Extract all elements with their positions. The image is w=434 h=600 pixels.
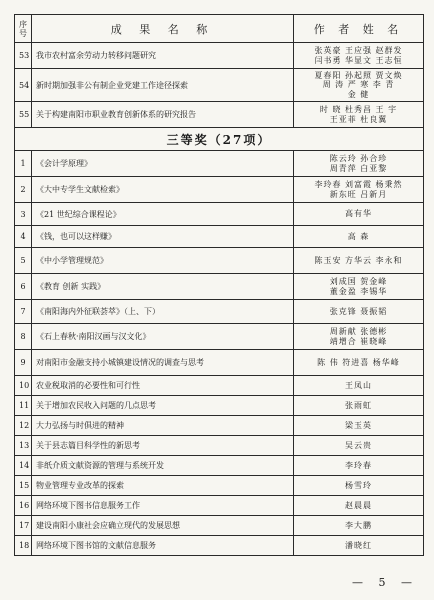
table-row	[15, 274, 424, 300]
row-title: 《大中专学生文献检索》	[32, 177, 294, 203]
row-number: 12	[15, 416, 32, 436]
row-authors: 吴云贵	[294, 436, 424, 456]
row-title: 非纸介质文献资源的管理与系统开发	[32, 456, 294, 476]
table-row	[15, 396, 424, 416]
row-title: 建设南阳小康社会应确立现代的发展思想	[32, 516, 294, 536]
section-row	[15, 128, 424, 151]
row-number: 8	[15, 324, 32, 350]
row-number: 2	[15, 177, 32, 203]
table-row	[15, 102, 424, 128]
row-title: 农业税取消的必要性和可行性	[32, 376, 294, 396]
table-row	[15, 151, 424, 177]
header-author-names: 作 者 姓 名	[294, 15, 424, 43]
table-row	[15, 496, 424, 516]
row-number: 4	[15, 226, 32, 248]
table-row	[15, 248, 424, 274]
row-authors: 王凤山	[294, 376, 424, 396]
row-number: 11	[15, 396, 32, 416]
row-authors: 李大鹏	[294, 516, 424, 536]
row-number: 7	[15, 300, 32, 324]
row-number: 5	[15, 248, 32, 274]
row-authors: 周新献 张德彬 靖增合 崔晓峰	[294, 324, 424, 350]
row-number: 1	[15, 151, 32, 177]
table-row	[15, 350, 424, 376]
row-number: 55	[15, 102, 32, 128]
row-authors: 赵晨晨	[294, 496, 424, 516]
row-number: 13	[15, 436, 32, 456]
row-authors: 张雨虹	[294, 396, 424, 416]
row-number: 17	[15, 516, 32, 536]
row-number: 18	[15, 536, 32, 556]
table-row	[15, 536, 424, 556]
row-number: 10	[15, 376, 32, 396]
row-authors: 陈玉安 方华云 李永和	[294, 248, 424, 274]
table-row	[15, 476, 424, 496]
table-row	[15, 516, 424, 536]
table-row	[15, 226, 424, 248]
row-authors: 李玲春 刘富霞 杨秉然 新东旺 吕新月	[294, 177, 424, 203]
table-header-row	[15, 15, 424, 43]
page-number: — 5 —	[352, 576, 418, 589]
row-authors: 李玲春	[294, 456, 424, 476]
row-number: 14	[15, 456, 32, 476]
header-achievement-name: 成 果 名 称	[32, 15, 294, 43]
row-title: 我市农村富余劳动力转移问题研究	[32, 43, 294, 69]
row-number: 15	[15, 476, 32, 496]
section-title-third-prize: 三等奖（27项）	[15, 128, 424, 151]
row-title: 《21 世纪综合课程论》	[32, 203, 294, 226]
row-number: 9	[15, 350, 32, 376]
row-title: 《教育 创新 实践》	[32, 274, 294, 300]
row-authors: 时 晓 杜秀昌 王 宇 王亚菲 杜良翼	[294, 102, 424, 128]
row-authors: 杨雪玲	[294, 476, 424, 496]
table-row	[15, 456, 424, 476]
row-title: 网络环境下图书信息服务工作	[32, 496, 294, 516]
row-title: 《会计学原理》	[32, 151, 294, 177]
row-title: 《石上春秋·南阳汉画与汉文化》	[32, 324, 294, 350]
row-title: 关于增加农民收入问题的几点思考	[32, 396, 294, 416]
row-number: 3	[15, 203, 32, 226]
row-authors: 刘成国 贺金峰 董金盈 李锡华	[294, 274, 424, 300]
row-authors: 潘晓红	[294, 536, 424, 556]
row-authors: 高 森	[294, 226, 424, 248]
table-row	[15, 177, 424, 203]
row-title: 关于构建南阳市职业教育创新体系的研究报告	[32, 102, 294, 128]
row-authors: 陈云玲 孙合珍 周青萍 白亚黎	[294, 151, 424, 177]
table-row	[15, 69, 424, 102]
table-row	[15, 436, 424, 456]
second-prize-rows	[15, 43, 424, 128]
row-title: 对南阳市金融支持小城镇建设情况的调查与思考	[32, 350, 294, 376]
table-row	[15, 203, 424, 226]
row-number: 53	[15, 43, 32, 69]
table-row	[15, 300, 424, 324]
row-number: 16	[15, 496, 32, 516]
row-title: 关于县志篇目科学性的新思考	[32, 436, 294, 456]
table-row	[15, 324, 424, 350]
row-title: 物业管理专业改革的探索	[32, 476, 294, 496]
table-row	[15, 376, 424, 396]
third-prize-rows	[15, 151, 424, 556]
awards-table	[14, 14, 424, 556]
row-authors: 陈 伟 符进喜 杨华峰	[294, 350, 424, 376]
header-serial-number: 序 号	[15, 15, 32, 43]
row-authors: 高有华	[294, 203, 424, 226]
row-title: 新时期加强非公有制企业党建工作途径探索	[32, 69, 294, 102]
row-number: 54	[15, 69, 32, 102]
row-authors: 梁玉英	[294, 416, 424, 436]
row-title: 网络环境下图书馆的文献信息服务	[32, 536, 294, 556]
section-divider	[15, 128, 424, 151]
row-title: 《南阳海内外征联荟萃》（上、下）	[32, 300, 294, 324]
row-title: 大力弘扬与时俱进的精神	[32, 416, 294, 436]
table-row	[15, 416, 424, 436]
row-authors: 夏春阳 孙起照 贾文焕 周 涛 严 寒 李 青 金 健	[294, 69, 424, 102]
row-number: 6	[15, 274, 32, 300]
table-row	[15, 43, 424, 69]
row-title: 《中小学管理规范》	[32, 248, 294, 274]
row-authors: 张克锋 聂振韬	[294, 300, 424, 324]
row-authors: 张英豪 王应强 赵群发 闫书勇 华显文 王志恒	[294, 43, 424, 69]
row-title: 《钱，也可以这样赚》	[32, 226, 294, 248]
